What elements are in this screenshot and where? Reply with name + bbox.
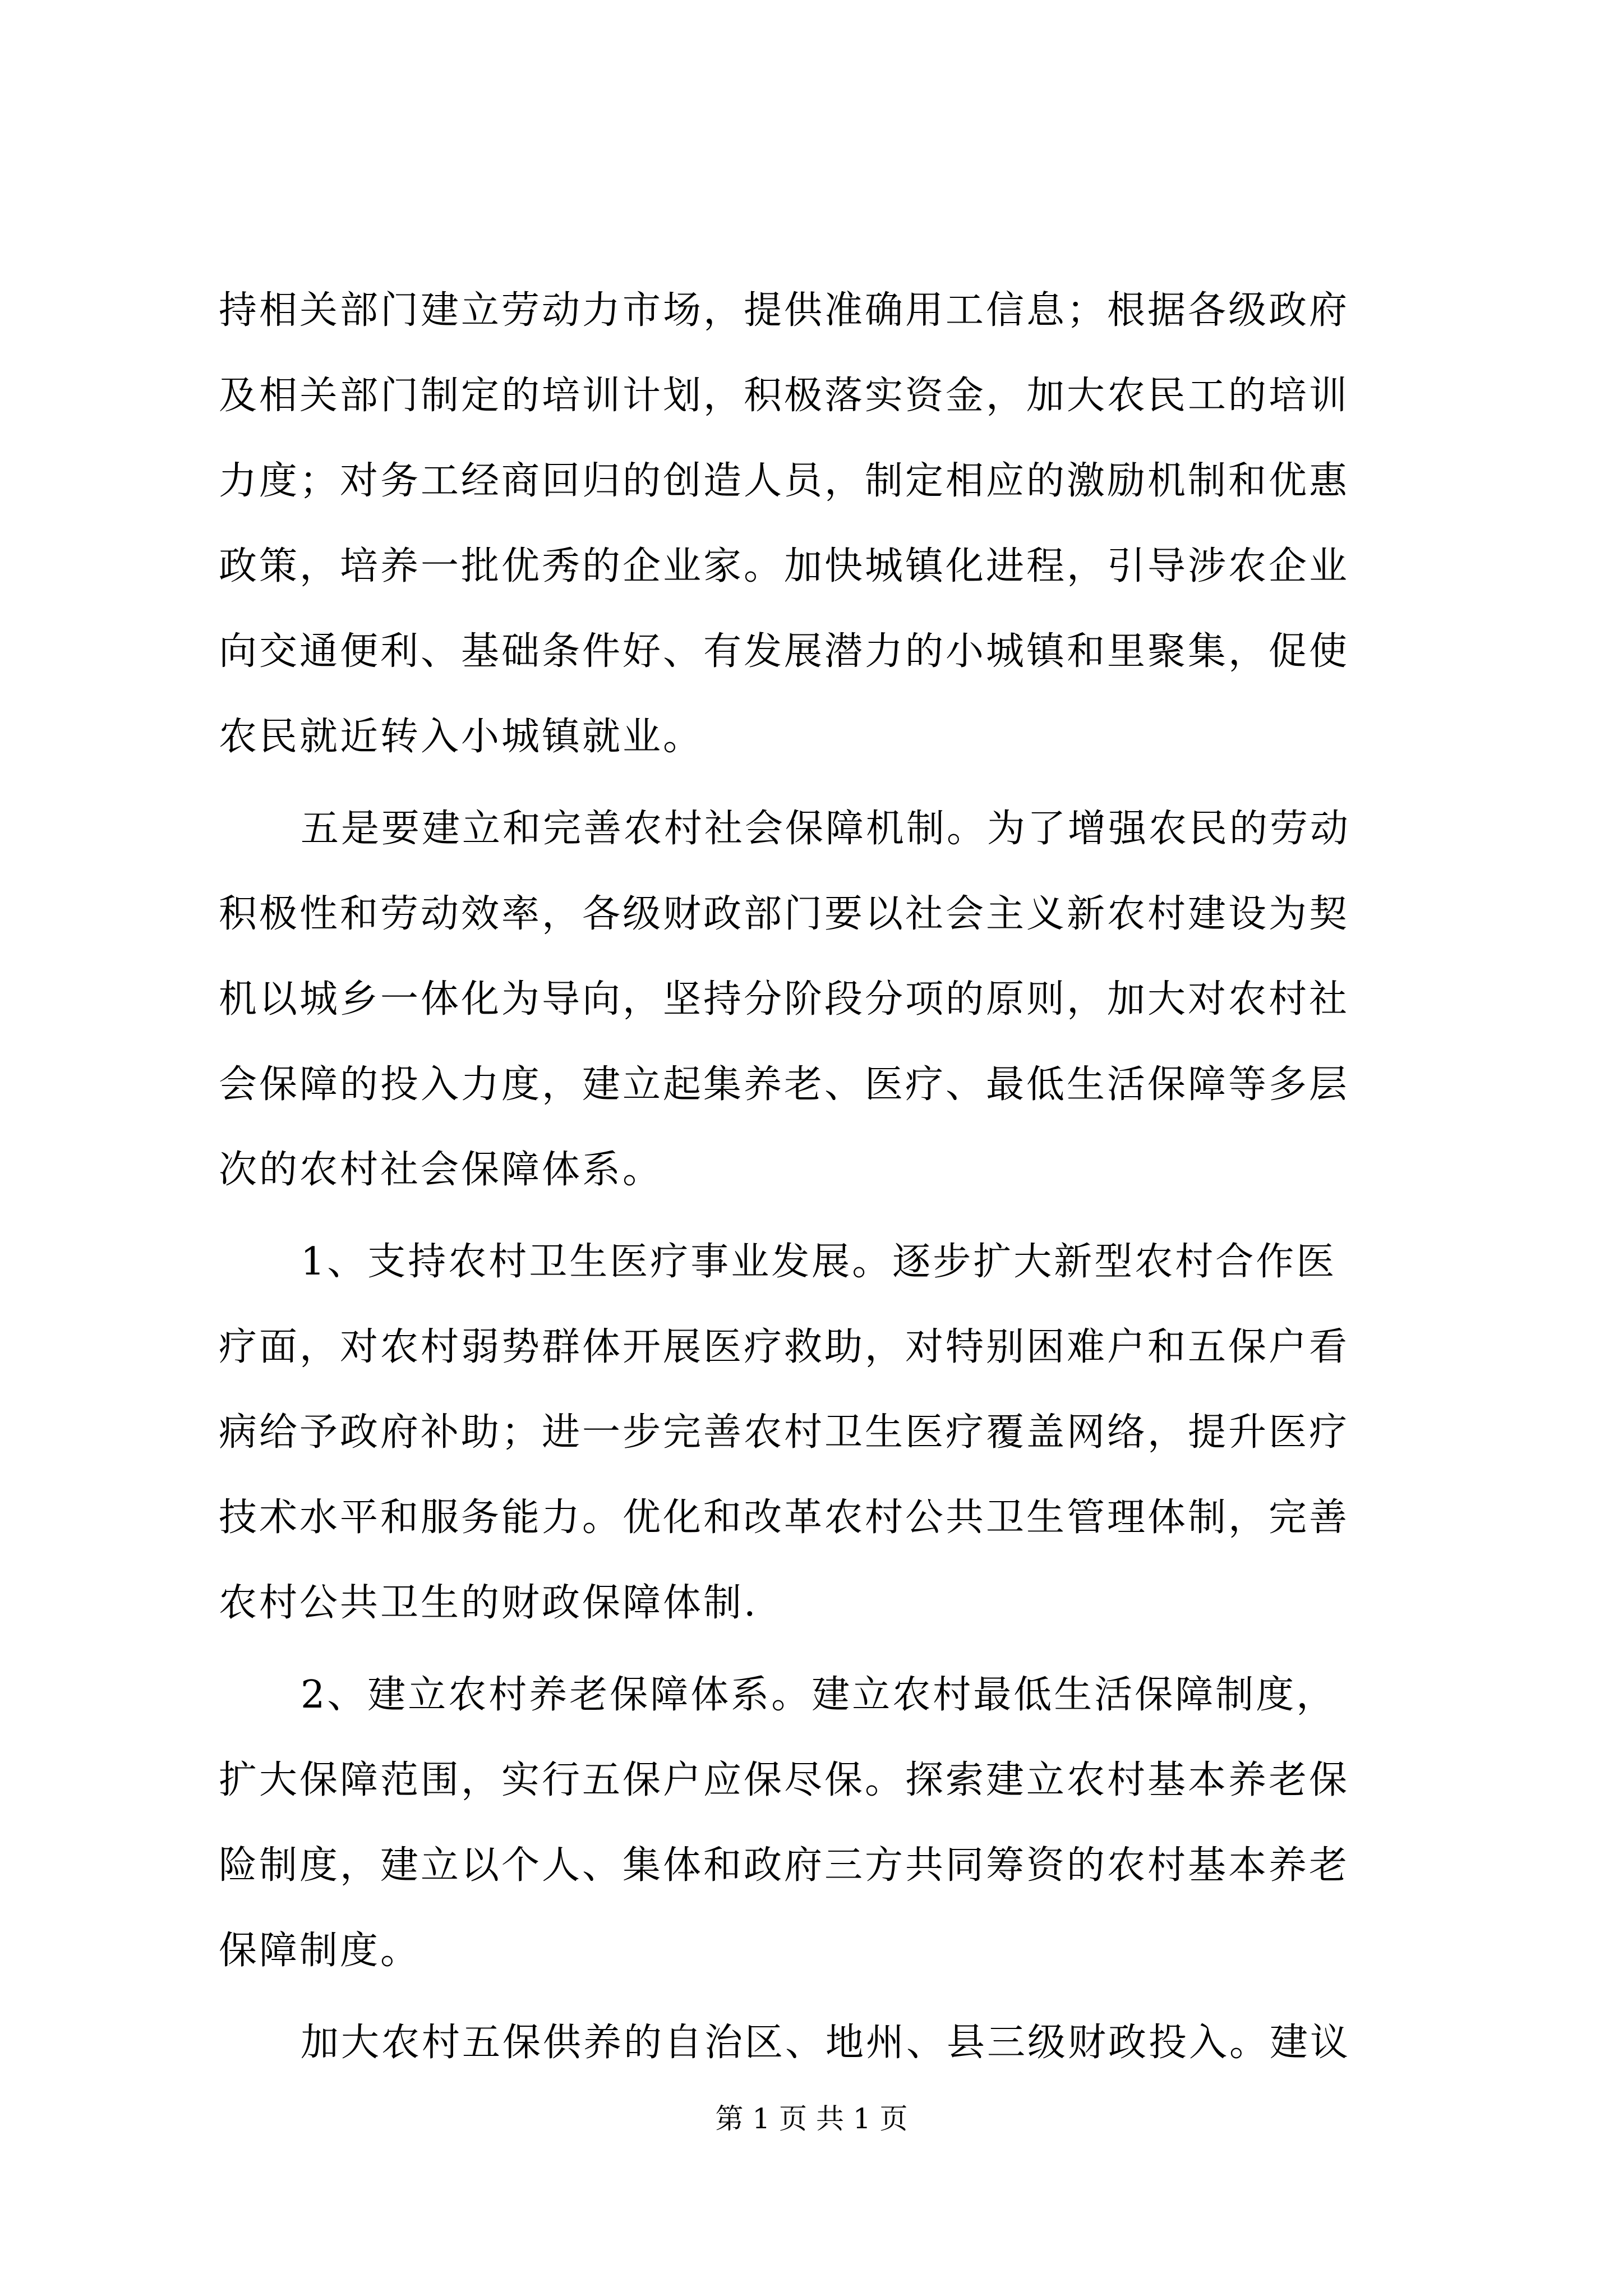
paragraph — [219, 1653, 1436, 1994]
text-line: 扩大保障范围，实行五保户应保尽保。探索建立农村基本养老保 — [219, 1758, 1350, 1802]
text-line: 1、支持农村卫生医疗事业发展。逐步扩大新型农村合作医 — [301, 1240, 1337, 1284]
text-line: 机以城乡一体化为导向，坚持分阶段分项的原则，加大对农村社 — [219, 977, 1350, 1022]
document-body — [219, 268, 1436, 2086]
paragraph — [219, 786, 1436, 1213]
text-line: 农村公共卫生的财政保障体制. — [219, 1581, 758, 1625]
text-line: 五是要建立和完善农村社会保障机制。为了增强农民的劳动 — [301, 807, 1351, 851]
text-line: 会保障的投入力度，建立起集养老、医疗、最低生活保障等多层 — [219, 1062, 1350, 1107]
page-footer: 第 1 页 共 1 页 — [715, 2102, 908, 2135]
paragraph-gap — [219, 1646, 1436, 1653]
paragraph — [219, 1220, 1436, 1646]
paragraph-gap — [219, 780, 1436, 786]
paragraph — [219, 268, 1436, 780]
text-line: 政策，培养一批优秀的企业家。加快城镇化进程，引导涉农企业 — [219, 544, 1350, 588]
text-line: 积极性和劳动效率，各级财政部门要以社会主义新农村建设为契 — [219, 892, 1350, 936]
text-line: 保障制度。 — [219, 1929, 421, 1973]
text-line: 2、建立农村养老保障体系。建立农村最低生活保障制度， — [301, 1673, 1337, 1717]
paragraph — [219, 2000, 1436, 2086]
text-line: 及相关部门制定的培训计划，积极落实资金，加大农民工的培训 — [219, 374, 1350, 418]
text-line: 持相关部门建立劳动力市场，提供准确用工信息；根据各级政府 — [219, 288, 1350, 333]
text-line: 险制度，建立以个人、集体和政府三方共同筹资的农村基本养老 — [219, 1843, 1350, 1888]
paragraph-gap — [219, 1994, 1436, 2000]
text-line: 病给予政府补助；进一步完善农村卫生医疗覆盖网络，提升医疗 — [219, 1410, 1350, 1455]
text-line: 次的农村社会保障体系。 — [219, 1148, 663, 1192]
paragraph-gap — [219, 1213, 1436, 1220]
text-line: 向交通便利、基础条件好、有发展潜力的小城镇和里聚集，促使 — [219, 629, 1350, 674]
text-line: 加大农村五保供养的自治区、地州、县三级财政投入。建议 — [301, 2021, 1351, 2065]
text-line: 技术水平和服务能力。优化和改革农村公共卫生管理体制，完善 — [219, 1496, 1350, 1540]
text-line: 农民就近转入小城镇就业。 — [219, 715, 704, 759]
text-line: 力度；对务工经商回归的创造人员，制定相应的激励机制和优惠 — [219, 459, 1350, 503]
text-line: 疗面，对农村弱势群体开展医疗救助，对特别困难户和五保户看 — [219, 1325, 1350, 1369]
